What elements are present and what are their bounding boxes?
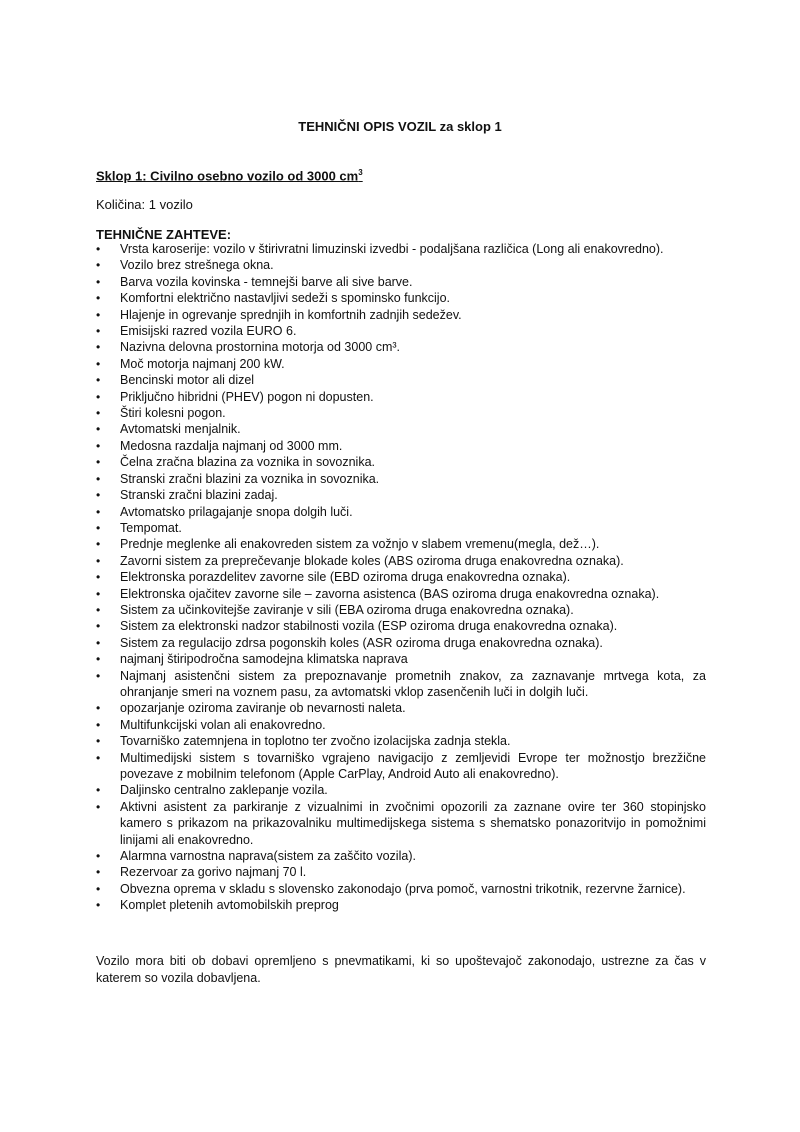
list-item: • Avtomatsko prilagajanje snopa dolgih luči. [96,504,706,520]
list-item: • Čelna zračna blazina za voznika in sovoznika. [96,454,706,470]
closing-paragraph: Vozilo mora biti ob dobavi opremljeno s pnevmatikami, ki so upoštevajoč zakonodajo, ustrezne za čas v katerem so vozila dobavljena. [96,954,706,985]
list-item: • Elektronska ojačitev zavorne sile – zavorna asistenca (BAS oziroma druga enakovredna oznaka). [96,586,706,602]
section-heading-superscript: 3 [358,168,363,177]
list-item: • Komfortni električno nastavljivi sedeži s spominsko funkcijo. [96,290,706,306]
list-item: • Stranski zračni blazini zadaj. [96,487,706,503]
list-item: • Štiri kolesni pogon. [96,405,706,421]
list-item: • Vozilo brez strešnega okna. [96,257,706,273]
list-item: • Medosna razdalja najmanj od 3000 mm. [96,438,706,454]
list-item: • Bencinski motor ali dizel [96,372,706,388]
list-item: • Aktivni asistent za parkiranje z vizualnimi in zvočnimi opozorili za zaznane ovire ter 360 stopinjsko kamero s prikazom na prikazovalniku multimedijskega sistema s shematsko ponazoritvijo in pomožnimi linijami ali enakovredno. [96,799,706,848]
requirements-heading: TEHNIČNE ZAHTEVE: [96,227,232,242]
list-item: • Nazivna delovna prostornina motorja od 3000 cm³. [96,339,706,355]
list-item: • Stranski zračni blazini za voznika in sovoznika. [96,471,706,487]
list-item: • Tovarniško zatemnjena in toplotno ter zvočno izolacijska zadnja stekla. [96,733,706,749]
list-item: • Vrsta karoserije: vozilo v štirivratni limuzinski izvedbi - podaljšana različica (Long ali enakovredno). [96,241,706,257]
list-item: • najmanj štiripodročna samodejna klimatska naprava [96,651,706,667]
list-item: • Alarmna varnostna naprava(sistem za zaščito vozila). [96,848,706,864]
section-heading-text: Sklop 1: Civilno osebno vozilo od 3000 cm [96,168,359,184]
section-heading [96,168,363,183]
list-item: • Sistem za regulacijo zdrsa pogonskih koles (ASR oziroma druga enakovredna oznaka). [96,635,706,651]
list-item: • Multifunkcijski volan ali enakovredno. [96,717,706,733]
list-item: • opozarjanje oziroma zaviranje ob nevarnosti naleta. [96,700,706,716]
list-item: • Emisijski razred vozila EURO 6. [96,323,706,339]
list-item: • Barva vozila kovinska - temnejši barve ali sive barve. [96,274,706,290]
list-item: • Prednje meglenke ali enakovreden sistem za vožnjo v slabem vremenu(megla, dež…). [96,536,706,552]
document-title: TEHNIČNI OPIS VOZIL za sklop 1 [298,119,502,134]
list-item: • Sistem za elektronski nadzor stabilnosti vozila (ESP oziroma druga enakovredna oznaka). [96,618,706,634]
list-item: • Elektronska porazdelitev zavorne sile (EBD oziroma druga enakovredna oznaka). [96,569,706,585]
list-item: • Najmanj asistenčni sistem za prepoznavanje prometnih znakov, za zaznavanje mrtvega kota, za ohranjanje smeri na voznem pasu, za avtomatski vklop zasenčenih luči in dolgih luči. [96,668,706,701]
list-item: • Priključno hibridni (PHEV) pogon ni dopusten. [96,389,706,405]
list-item: • Zavorni sistem za preprečevanje blokade koles (ABS oziroma druga enakovredna oznaka). [96,553,706,569]
list-item: • Hlajenje in ogrevanje sprednjih in komfortnih zadnjih sedežev. [96,307,706,323]
list-item: • Moč motorja najmanj 200 kW. [96,356,706,372]
list-item: • Multimedijski sistem s tovarniško vgrajeno navigacijo z zemljevidi Evrope ter možnostjo brezžične povezave z mobilnim telefonom (Apple CarPlay, Android Auto ali enakovredno). [96,750,706,783]
list-item: • Obvezna oprema v skladu s slovensko zakonodajo (prva pomoč, varnostni trikotnik, rezervne žarnice). [96,881,706,897]
list-item: • Daljinsko centralno zaklepanje vozila. [96,782,706,798]
list-item: • Avtomatski menjalnik. [96,421,706,437]
list-item: • Komplet pletenih avtomobilskih preprog [96,897,706,913]
list-item: • Rezervoar za gorivo najmanj 70 l. [96,864,706,880]
list-item: • Tempomat. [96,520,706,536]
requirements-list [96,241,706,914]
quantity-line: Količina: 1 vozilo [96,197,193,212]
list-item: • Sistem za učinkovitejše zaviranje v sili (EBA oziroma druga enakovredna oznaka). [96,602,706,618]
